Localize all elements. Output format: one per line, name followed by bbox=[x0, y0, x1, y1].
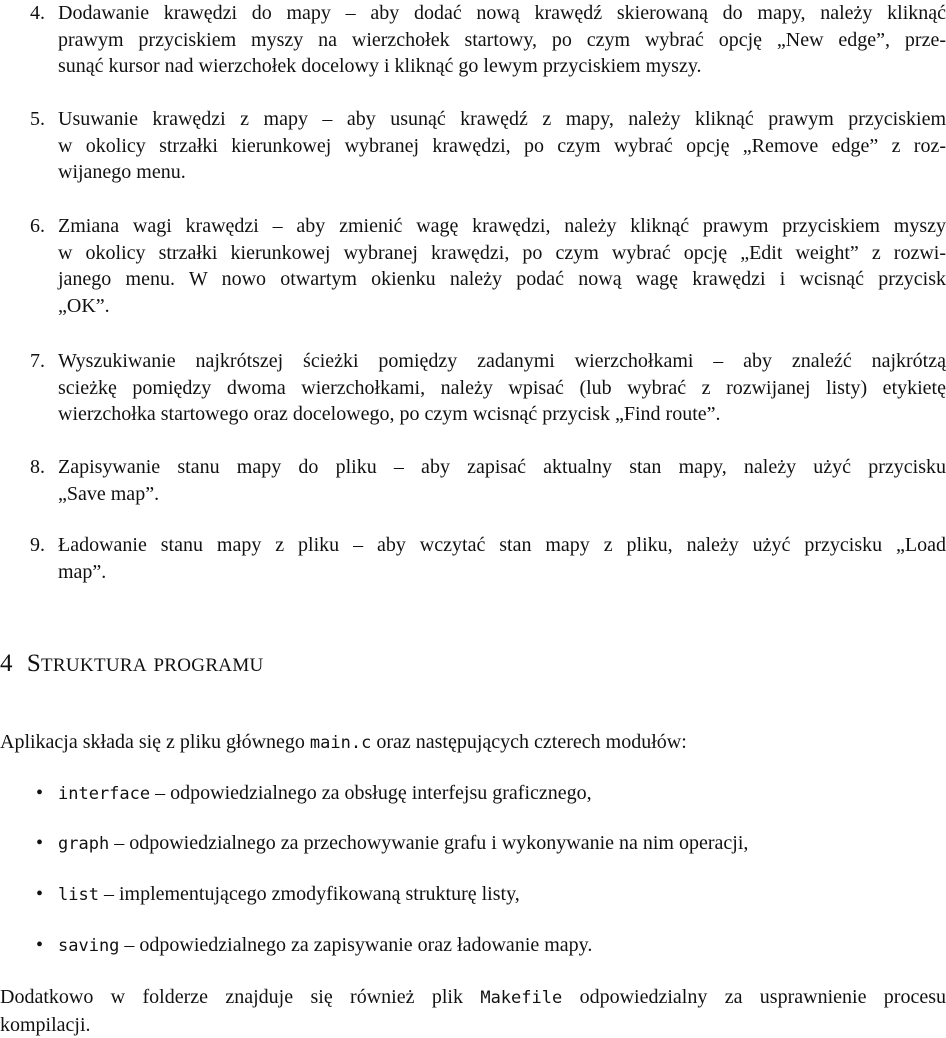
text-line: Usuwanie krawędzi z mapy – aby usunąć krawędź z mapy, należy kliknąć prawym przyciskiem bbox=[58, 108, 946, 130]
text-line: Zapisywanie stanu mapy do pliku – aby zapisać aktualny stan mapy, należy użyć przycisku bbox=[58, 456, 946, 478]
text-line: w okolicy strzałki kierunkowej wybranej krawędzi, po czym wybrać opcję „Edit weight” z rozwi- bbox=[58, 241, 946, 264]
text-line: prawym przyciskiem myszy na wierzchołek startowy, po czym wybrać opcję „New edge”, prze- bbox=[58, 28, 946, 51]
bullet-icon: • bbox=[36, 934, 44, 956]
intro-paragraph bbox=[0, 729, 946, 757]
intro-text-before: Aplikacja składa się z pliku głównego bbox=[0, 731, 310, 753]
closing-paragraph bbox=[0, 984, 946, 1038]
text-line: Ładowanie stanu mapy z pliku – aby wczytać stan mapy z pliku, należy użyć przycisku „Load bbox=[58, 534, 946, 556]
code-module-name: interface bbox=[58, 784, 151, 804]
enum-number: 5. bbox=[30, 108, 45, 130]
text-line: Wyszukiwanie najkrótszej ścieżki pomiędzy zadanymi wierzchołkami – aby znaleźć najkrótzą bbox=[58, 350, 946, 372]
text-line: sunąć kursor nad wierzchołek docelowy i kliknąć go lewym przyciskiem myszy. bbox=[58, 55, 702, 78]
text-line: Dodawanie krawędzi do mapy – aby dodać nową krawędź skierowaną do mapy, należy kliknąć bbox=[58, 2, 946, 24]
enum-text bbox=[58, 106, 946, 186]
enum-text bbox=[58, 213, 946, 319]
enum-text bbox=[58, 454, 946, 507]
section-title-initial: S bbox=[26, 650, 42, 677]
enum-number: 7. bbox=[30, 350, 45, 372]
bullet-icon: • bbox=[36, 883, 44, 905]
text-line: Zmiana wagi krawędzi – aby zmienić wagę krawędzi, należy kliknąć prawym przyciskiem myszy bbox=[58, 215, 946, 237]
section-heading bbox=[0, 651, 264, 680]
text-line: w okolicy strzałki kierunkowej wybranej krawędzi, po czym wybrać opcję „Remove edge” z roz- bbox=[58, 134, 946, 157]
section-number: 4 bbox=[0, 650, 13, 677]
module-description: – odpowiedzialnego za przechowywanie grafu i wykonywanie na nim operacji, bbox=[109, 832, 749, 854]
code-module-name: saving bbox=[58, 936, 120, 956]
text-line: „Save map”. bbox=[58, 482, 160, 505]
code-makefile: Makefile bbox=[480, 988, 563, 1008]
enum-number: 6. bbox=[30, 215, 45, 237]
enum-text bbox=[58, 348, 946, 428]
enum-number: 9. bbox=[30, 534, 45, 556]
intro-text-after: oraz następujących czterech modułów: bbox=[371, 731, 687, 753]
module-description: – odpowiedzialnego za zapisywanie oraz ładowanie mapy. bbox=[119, 934, 593, 956]
bullet-icon: • bbox=[36, 782, 44, 804]
bullet-icon: • bbox=[36, 832, 44, 854]
text-line: wierzchołka startowego oraz docelowego, po czym wcisnąć przycisk „Find route”. bbox=[58, 403, 721, 426]
code-main-c: main.c bbox=[309, 733, 372, 753]
closing-text-after: odpowiedzialny za usprawnienie procesu bbox=[562, 986, 946, 1008]
enum-number: 8. bbox=[30, 456, 45, 478]
text-line: janego menu. W nowo otwartym okienku należy podać nową wagę krawędzi i wcisnąć przycisk bbox=[58, 268, 946, 291]
code-module-name: list bbox=[58, 885, 99, 905]
enum-number: 4. bbox=[30, 2, 45, 24]
module-text bbox=[58, 881, 520, 909]
text-line: wijanego menu. bbox=[58, 161, 186, 184]
module-text bbox=[58, 780, 592, 808]
code-module-name: graph bbox=[58, 834, 110, 854]
enum-text bbox=[58, 0, 946, 80]
module-description: – implementującego zmodyfikowaną strukturę listy, bbox=[98, 883, 520, 905]
section-title-rest: TRUKTURA bbox=[41, 655, 147, 676]
closing-text-before: Dodatkowo w folderze znajduje się również plik bbox=[0, 986, 481, 1008]
text-line: „OK”. bbox=[58, 294, 110, 317]
text-line: kompilacji. bbox=[0, 1013, 91, 1036]
text-line: scieżkę pomiędzy dwoma wierzchołkami, należy wpisać (lub wybrać z rozwijanej listy) etykietę bbox=[58, 376, 946, 399]
module-text bbox=[58, 830, 748, 858]
module-text bbox=[58, 932, 592, 960]
enum-text bbox=[58, 532, 946, 585]
text-line: map”. bbox=[58, 560, 107, 583]
module-description: – odpowiedzialnego za obsługę interfejsu graficznego, bbox=[150, 782, 592, 804]
section-title-second-word: PROGRAMU bbox=[153, 655, 264, 676]
text-line bbox=[0, 984, 946, 1012]
